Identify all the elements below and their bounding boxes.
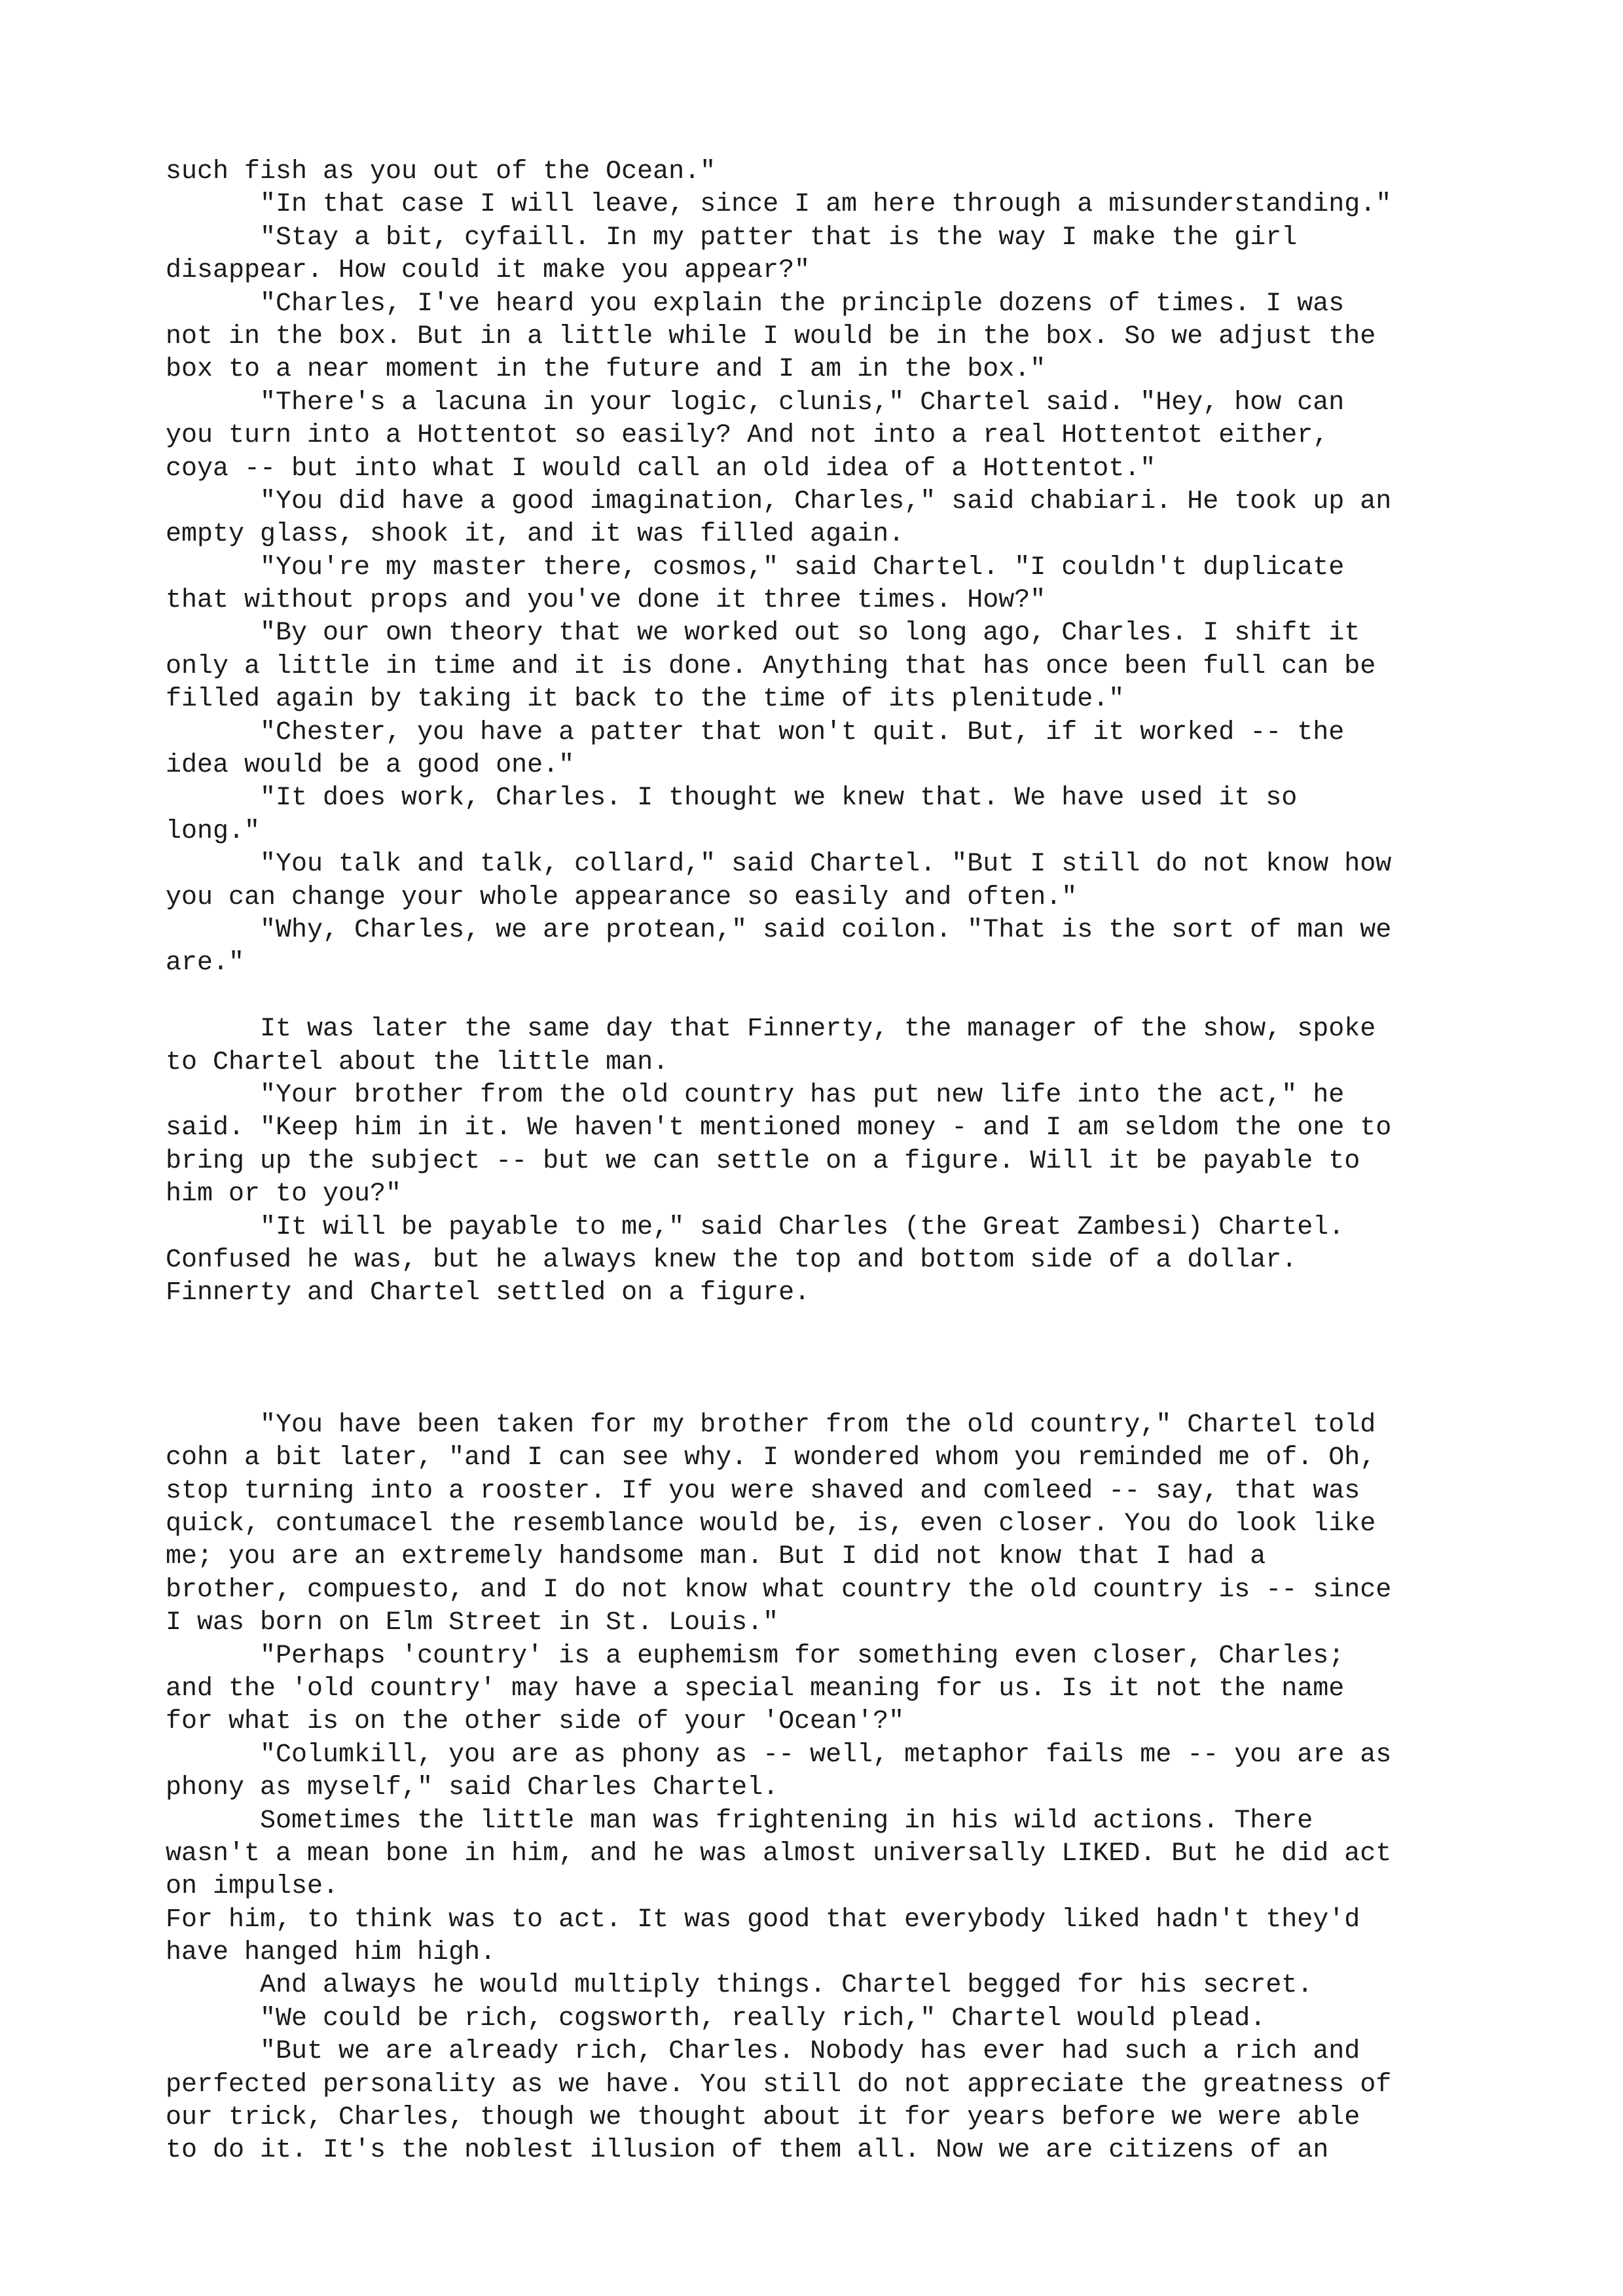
blank-line: [166, 1343, 1475, 1376]
text-line: stop turning into a rooster. If you were shaved and comleed -- say, that was: [166, 1476, 1360, 1506]
text-line: brother, compuesto, and I do not know what country the old country is -- since: [166, 1575, 1392, 1605]
text-line: "We could be rich, cogsworth, really rich," Chartel would plead.: [166, 2003, 1266, 2034]
text-line: I was born on Elm Street in St. Louis.": [166, 1608, 779, 1638]
text-line: to do it. It's the noblest illusion of them all. Now we are citizens of an: [166, 2136, 1329, 2166]
text-line: bring up the subject -- but we can settle on a figure. Will it be payable to: [166, 1146, 1360, 1176]
text-line: filled again by taking it back to the time of its plenitude.": [166, 685, 1125, 715]
text-line: "Perhaps 'country' is a euphemism for something even closer, Charles;: [166, 1641, 1345, 1671]
text-line: not in the box. But in a little while I would be in the box. So we adjust the: [166, 321, 1376, 351]
text-line: For him, to think was to act. It was good that everybody liked hadn't they'd: [166, 1905, 1360, 1935]
text-line: that without props and you've done it three times. How?": [166, 586, 1046, 616]
text-line: "You talk and talk, collard," said Chartel. "But I still do not know how: [166, 850, 1392, 880]
text-line: wasn't a mean bone in him, and he was almost universally LIKED. But he did act: [166, 1839, 1392, 1869]
text-line: "Charles, I've heard you explain the principle dozens of times. I was: [166, 289, 1345, 319]
text-line: on impulse.: [166, 1872, 339, 1902]
text-line: box to a near moment in the future and I am in the box.": [166, 355, 1046, 385]
text-line: And always he would multiply things. Chartel begged for his secret.: [166, 1971, 1313, 2001]
document-text-body: [166, 156, 1475, 2168]
text-line: Confused he was, but he always knew the top and bottom side of a dollar.: [166, 1245, 1298, 1275]
text-line: It was later the same day that Finnerty, the manager of the show, spoke: [166, 1014, 1376, 1045]
text-line: have hanged him high.: [166, 1938, 496, 1968]
text-line: only a little in time and it is done. Anything that has once been full can be: [166, 651, 1376, 681]
text-line: "But we are already rich, Charles. Nobody has ever had such a rich and: [166, 2037, 1360, 2067]
text-line: are.": [166, 948, 245, 978]
text-line: "There's a lacuna in your logic, clunis," Chartel said. "Hey, how can: [166, 387, 1345, 418]
text-line: to Chartel about the little man.: [166, 1047, 669, 1077]
text-line: perfected personality as we have. You still do not appreciate the greatness of: [166, 2070, 1392, 2100]
blank-line: [166, 1310, 1475, 1343]
text-line: "Chester, you have a patter that won't quit. But, if it worked -- the: [166, 717, 1345, 747]
text-line: and the 'old country' may have a special meaning for us. Is it not the name: [166, 1674, 1345, 1704]
text-line: phony as myself," said Charles Chartel.: [166, 1773, 779, 1803]
text-line: for what is on the other side of your 'Ocean'?": [166, 1707, 905, 1737]
text-line: cohn a bit later, "and I can see why. I wondered whom you reminded me of. Oh,: [166, 1443, 1376, 1473]
text-line: "You did have a good imagination, Charles," said chabiari. He took up an: [166, 486, 1392, 516]
text-line: coya -- but into what I would call an old idea of a Hottentot.": [166, 454, 1156, 484]
text-line: "You have been taken for my brother from the old country," Chartel told: [166, 1410, 1376, 1440]
text-line: our trick, Charles, though we thought about it for years before we were able: [166, 2103, 1360, 2133]
text-line: you can change your whole appearance so easily and often.": [166, 882, 1078, 912]
text-line: idea would be a good one.": [166, 751, 575, 781]
text-line: "It will be payable to me," said Charles (the Great Zambesi) Chartel.: [166, 1212, 1345, 1242]
text-line: me; you are an extremely handsome man. But I did not know that I had a: [166, 1542, 1266, 1572]
text-line: "It does work, Charles. I thought we knew that. We have used it so: [166, 783, 1298, 814]
text-line: "Why, Charles, we are protean," said coilon. "That is the sort of man we: [166, 915, 1392, 945]
text-line: you turn into a Hottentot so easily? And not into a real Hottentot either,: [166, 421, 1329, 451]
text-line: "You're my master there, cosmos," said Chartel. "I couldn't duplicate: [166, 552, 1345, 583]
blank-line: [166, 1376, 1475, 1408]
text-line: "Stay a bit, cyfaill. In my patter that is the way I make the girl: [166, 223, 1298, 253]
blank-line: [166, 980, 1475, 1013]
text-line: "Your brother from the old country has put new life into the act," he: [166, 1080, 1345, 1110]
text-line: long.": [166, 816, 261, 846]
text-line: disappear. How could it make you appear?": [166, 256, 811, 286]
text-line: empty glass, shook it, and it was filled again.: [166, 520, 905, 550]
text-line: quick, contumacel the resemblance would be, is, even closer. You do look like: [166, 1509, 1376, 1539]
text-line: "In that case I will leave, since I am here through a misunderstanding.": [166, 190, 1392, 220]
text-line: Sometimes the little man was frightening in his wild actions. There: [166, 1806, 1313, 1836]
text-line: "Columkill, you are as phony as -- well, metaphor fails me -- you are as: [166, 1740, 1392, 1770]
text-line: said. "Keep him in it. We haven't mentioned money - and I am seldom the one to: [166, 1113, 1392, 1143]
text-line: "By our own theory that we worked out so long ago, Charles. I shift it: [166, 619, 1360, 649]
text-line: Finnerty and Chartel settled on a figure.: [166, 1278, 811, 1308]
text-line: him or to you?": [166, 1179, 402, 1210]
text-line: such fish as you out of the Ocean.": [166, 157, 716, 187]
